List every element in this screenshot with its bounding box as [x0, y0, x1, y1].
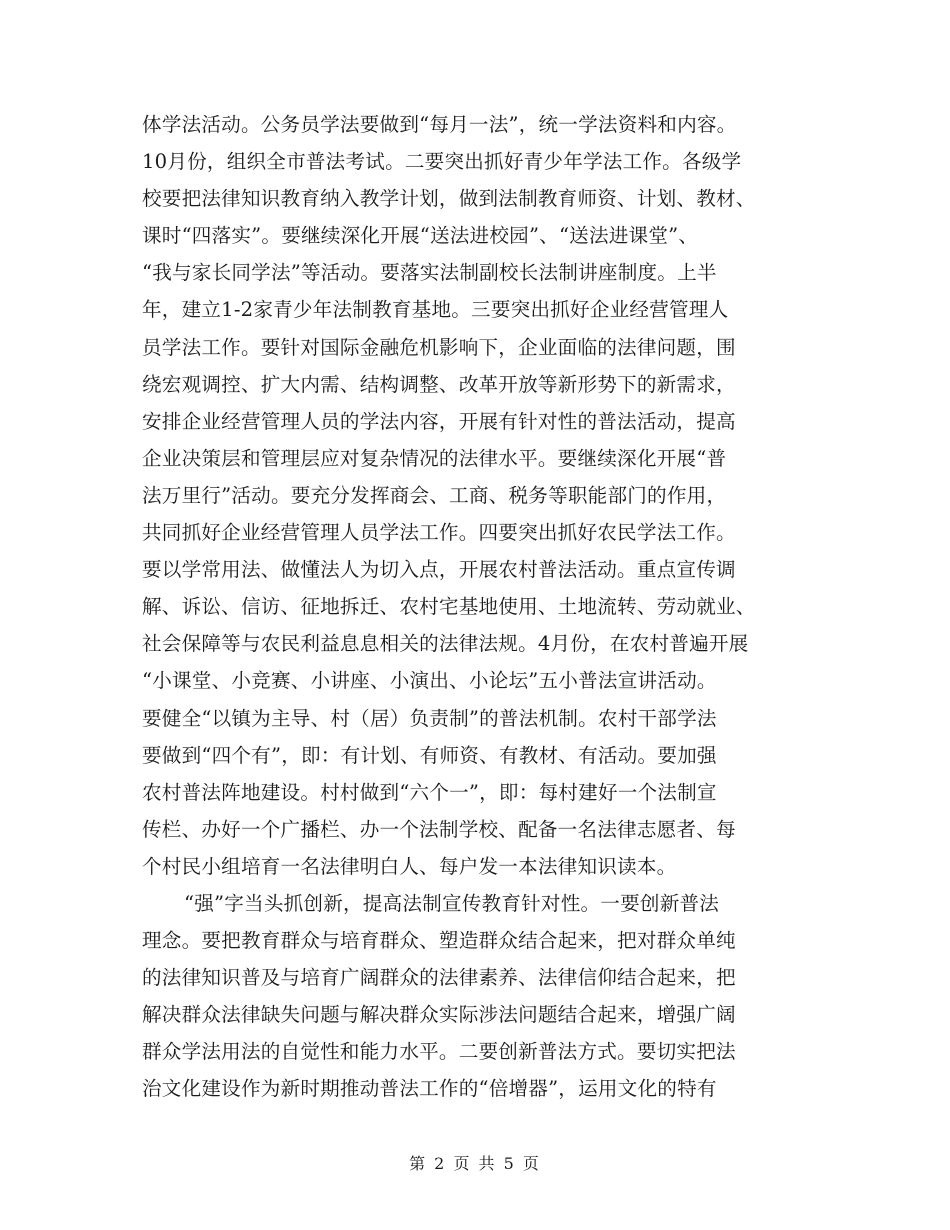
text-line: 社会保障等与农民利益息息相关的法律法规。4月份，在农村普遍开展: [142, 632, 749, 656]
text-line: 企业决策层和管理层应对复杂情况的法律水平。要继续深化开展“普: [142, 446, 727, 470]
text-line: 解决群众法律缺失问题与解决群众实际涉法问题结合起来，增强广阔: [142, 1003, 736, 1027]
text-line: 员学法工作。要针对国际金融危机影响下，企业面临的法律问题，围: [142, 335, 736, 359]
text-line: 要健全“以镇为主导、村（居）负责制”的普法机制。农村干部学法: [142, 706, 717, 730]
text-line: 治文化建设作为新时期推动普法工作的“倍增器”，运用文化的特有: [142, 1077, 717, 1101]
text-line: 农村普法阵地建设。村村做到“六个一”，即：每村建好一个法制宣: [142, 780, 717, 804]
text-line: 共同抓好企业经营管理人员学法工作。四要突出抓好农民学法工作。: [142, 521, 736, 545]
text-line: “我与家长同学法”等活动。要落实法制副校长法制讲座制度。上半: [142, 261, 717, 285]
text-line: 安排企业经营管理人员的学法内容，开展有针对性的普法活动，提高: [142, 409, 736, 433]
text-line: 年，建立1-2家青少年法制教育基地。三要突出抓好企业经营管理人: [142, 298, 729, 322]
text-line: 群众学法用法的自觉性和能力水平。二要创新普法方式。要切实把法: [142, 1040, 736, 1064]
text-line: 个村民小组培育一名法律明白人、每户发一本法律知识读本。: [142, 854, 677, 878]
text-line: 传栏、办好一个广播栏、办一个法制学校、配备一名法律志愿者、每: [142, 817, 736, 841]
paragraph-first-line: “强”字当头抓创新，提高法制宣传教育针对性。一要创新普法: [184, 891, 720, 915]
text-line: 要做到“四个有”，即：有计划、有师资、有教材、有活动。要加强: [142, 743, 717, 767]
text-line: 绕宏观调控、扩大内需、结构调整、改革开放等新形势下的新需求，: [142, 372, 736, 396]
text-line: 课时“四落实”。要继续深化开展“送法进校园”、“送法进课堂”、: [142, 224, 699, 248]
text-line: 校要把法律知识教育纳入教学计划，做到法制教育师资、计划、教材、: [142, 187, 756, 211]
page-footer: 第 2 页 共 5 页: [409, 1154, 541, 1173]
text-line: 解、诉讼、信访、征地拆迁、农村宅基地使用、土地流转、劳动就业、: [142, 595, 756, 619]
text-line: “小课堂、小竞赛、小讲座、小演出、小论坛”五小普法宣讲活动。: [142, 669, 717, 693]
body-text: [142, 106, 810, 1108]
text-line: 理念。要把教育群众与培育群众、塑造群众结合起来，把对群众单纯: [142, 929, 736, 953]
text-line: 体学法活动。公务员学法要做到“每月一法”，统一学法资料和内容。: [142, 113, 737, 136]
text-line: 法万里行”活动。要充分发挥商会、工商、税务等职能部门的作用，: [142, 483, 727, 507]
text-line: 10月份，组织全市普法考试。二要突出抓好青少年学法工作。各级学: [142, 150, 742, 174]
text-line: 的法律知识普及与培育广阔群众的法律素养、法律信仰结合起来，把: [142, 966, 736, 990]
text-line: 要以学常用法、做懂法人为切入点，开展农村普法活动。重点宣传调: [142, 558, 736, 582]
